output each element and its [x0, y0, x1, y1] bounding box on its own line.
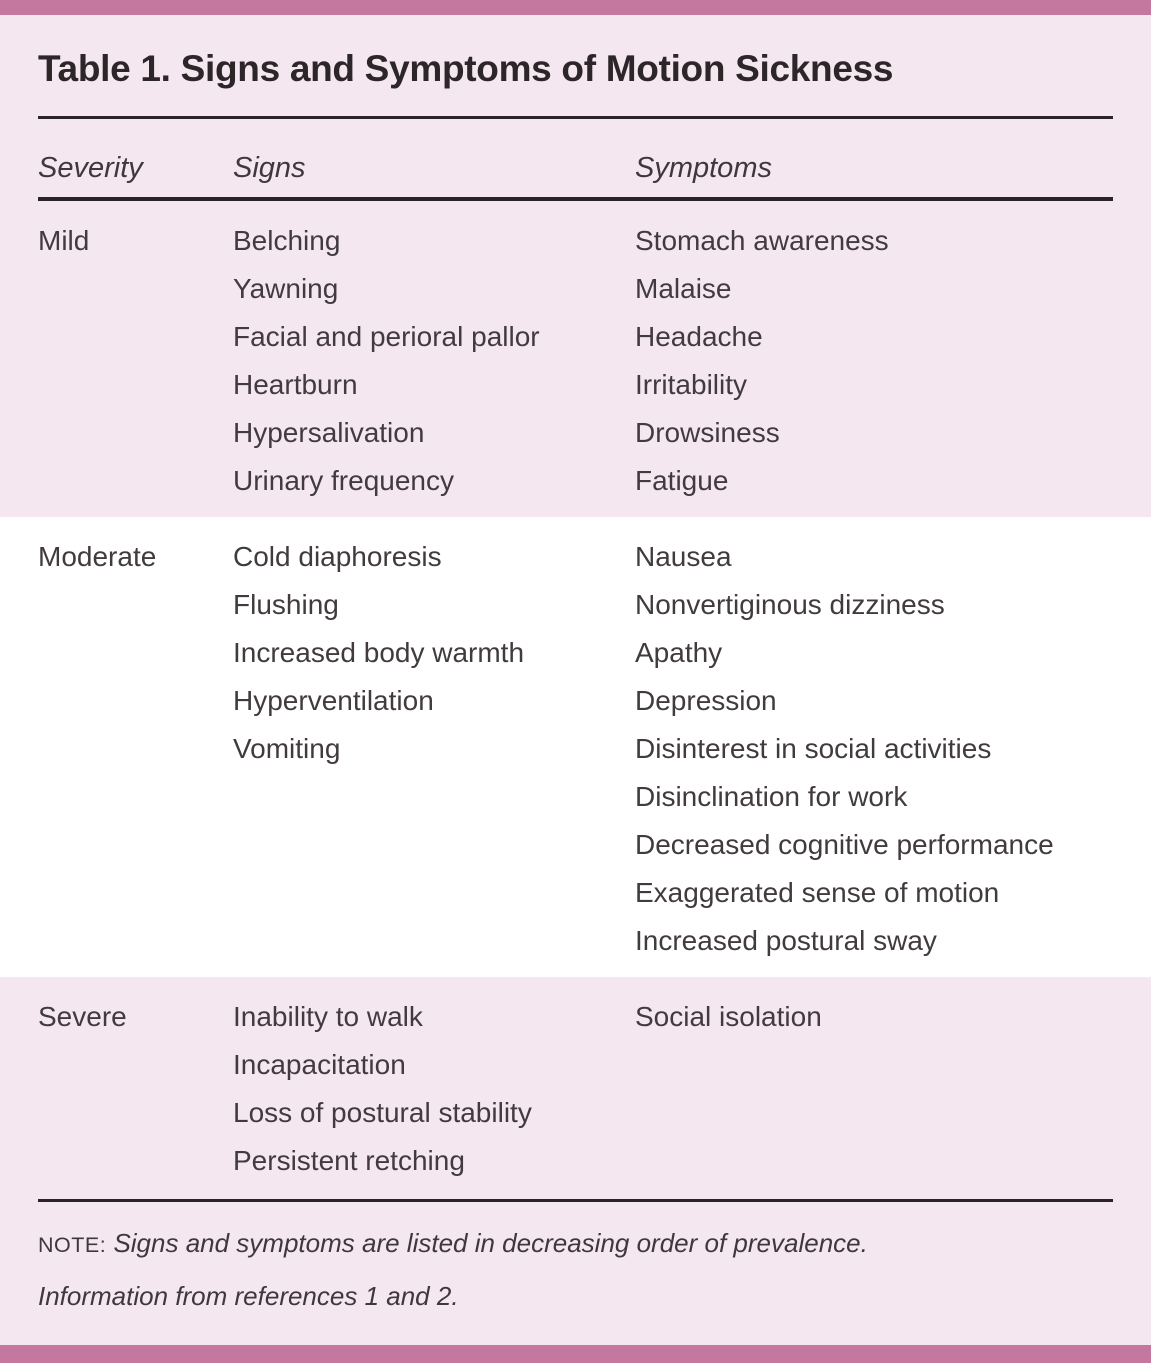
- signs-cell: [233, 993, 635, 1185]
- cell-line: Vomiting: [233, 733, 341, 764]
- note-source: Information from references 1 and 2.: [38, 1281, 459, 1311]
- table-row: [0, 517, 1151, 977]
- cell-line: Incapacitation: [233, 1049, 406, 1080]
- column-header-severity: Severity: [38, 152, 143, 184]
- table-body: [0, 201, 1151, 1197]
- footer-rule: [38, 1199, 1113, 1202]
- cell-line: Yawning: [233, 273, 339, 304]
- cell-line: Loss of postural stability: [233, 1097, 532, 1128]
- cell-line: Social isolation: [635, 1001, 822, 1032]
- cell-line: Inability to walk: [233, 1001, 423, 1032]
- cell-line: Disinclination for work: [635, 781, 908, 812]
- bottom-accent-bar: [0, 1345, 1151, 1363]
- note-label: NOTE:: [38, 1233, 107, 1257]
- severity-cell: [38, 993, 233, 1185]
- cell-line: Flushing: [233, 589, 339, 620]
- cell-line: Decreased cognitive performance: [635, 829, 1054, 860]
- top-accent-bar: [0, 0, 1151, 15]
- cell-line: Moderate: [38, 541, 157, 572]
- cell-line: Malaise: [635, 273, 732, 304]
- cell-line: Apathy: [635, 637, 723, 668]
- cell-line: Heartburn: [233, 369, 358, 400]
- cell-line: Cold diaphoresis: [233, 541, 442, 572]
- severity-cell: [38, 533, 233, 965]
- cell-line: Increased body warmth: [233, 637, 525, 668]
- table-title: Table 1. Signs and Symptoms of Motion Sickness: [38, 48, 894, 89]
- symptoms-cell: [635, 217, 1113, 505]
- cell-line: Belching: [233, 225, 341, 256]
- column-header-symptoms: Symptoms: [635, 152, 772, 184]
- cell-line: Depression: [635, 685, 777, 716]
- signs-cell: [233, 217, 635, 505]
- table-row: [0, 977, 1151, 1197]
- note-body: Signs and symptoms are listed in decreasing order of prevalence.: [113, 1228, 868, 1258]
- cell-line: Facial and perioral pallor: [233, 321, 540, 352]
- cell-line: Nonvertiginous dizziness: [635, 589, 945, 620]
- cell-line: Disinterest in social activities: [635, 733, 992, 764]
- severity-cell: [38, 217, 233, 505]
- cell-line: Increased postural sway: [635, 925, 937, 956]
- symptoms-cell: [635, 993, 1113, 1185]
- cell-line: Mild: [38, 225, 90, 256]
- cell-line: Urinary frequency: [233, 465, 454, 496]
- cell-line: Exaggerated sense of motion: [635, 877, 1000, 908]
- note-text: [38, 1228, 868, 1259]
- cell-line: Nausea: [635, 541, 732, 572]
- cell-line: Persistent retching: [233, 1145, 465, 1176]
- cell-line: Irritability: [635, 369, 748, 400]
- cell-line: Fatigue: [635, 465, 729, 496]
- cell-line: Drowsiness: [635, 417, 780, 448]
- signs-cell: [233, 533, 635, 965]
- cell-line: Hypersalivation: [233, 417, 425, 448]
- header-rule-top: [38, 116, 1113, 119]
- cell-line: Hyperventilation: [233, 685, 434, 716]
- table-row: [0, 201, 1151, 517]
- column-header-signs: Signs: [233, 152, 306, 184]
- cell-line: Severe: [38, 1001, 127, 1032]
- symptoms-cell: [635, 533, 1113, 965]
- cell-line: Headache: [635, 321, 763, 352]
- cell-line: Stomach awareness: [635, 225, 889, 256]
